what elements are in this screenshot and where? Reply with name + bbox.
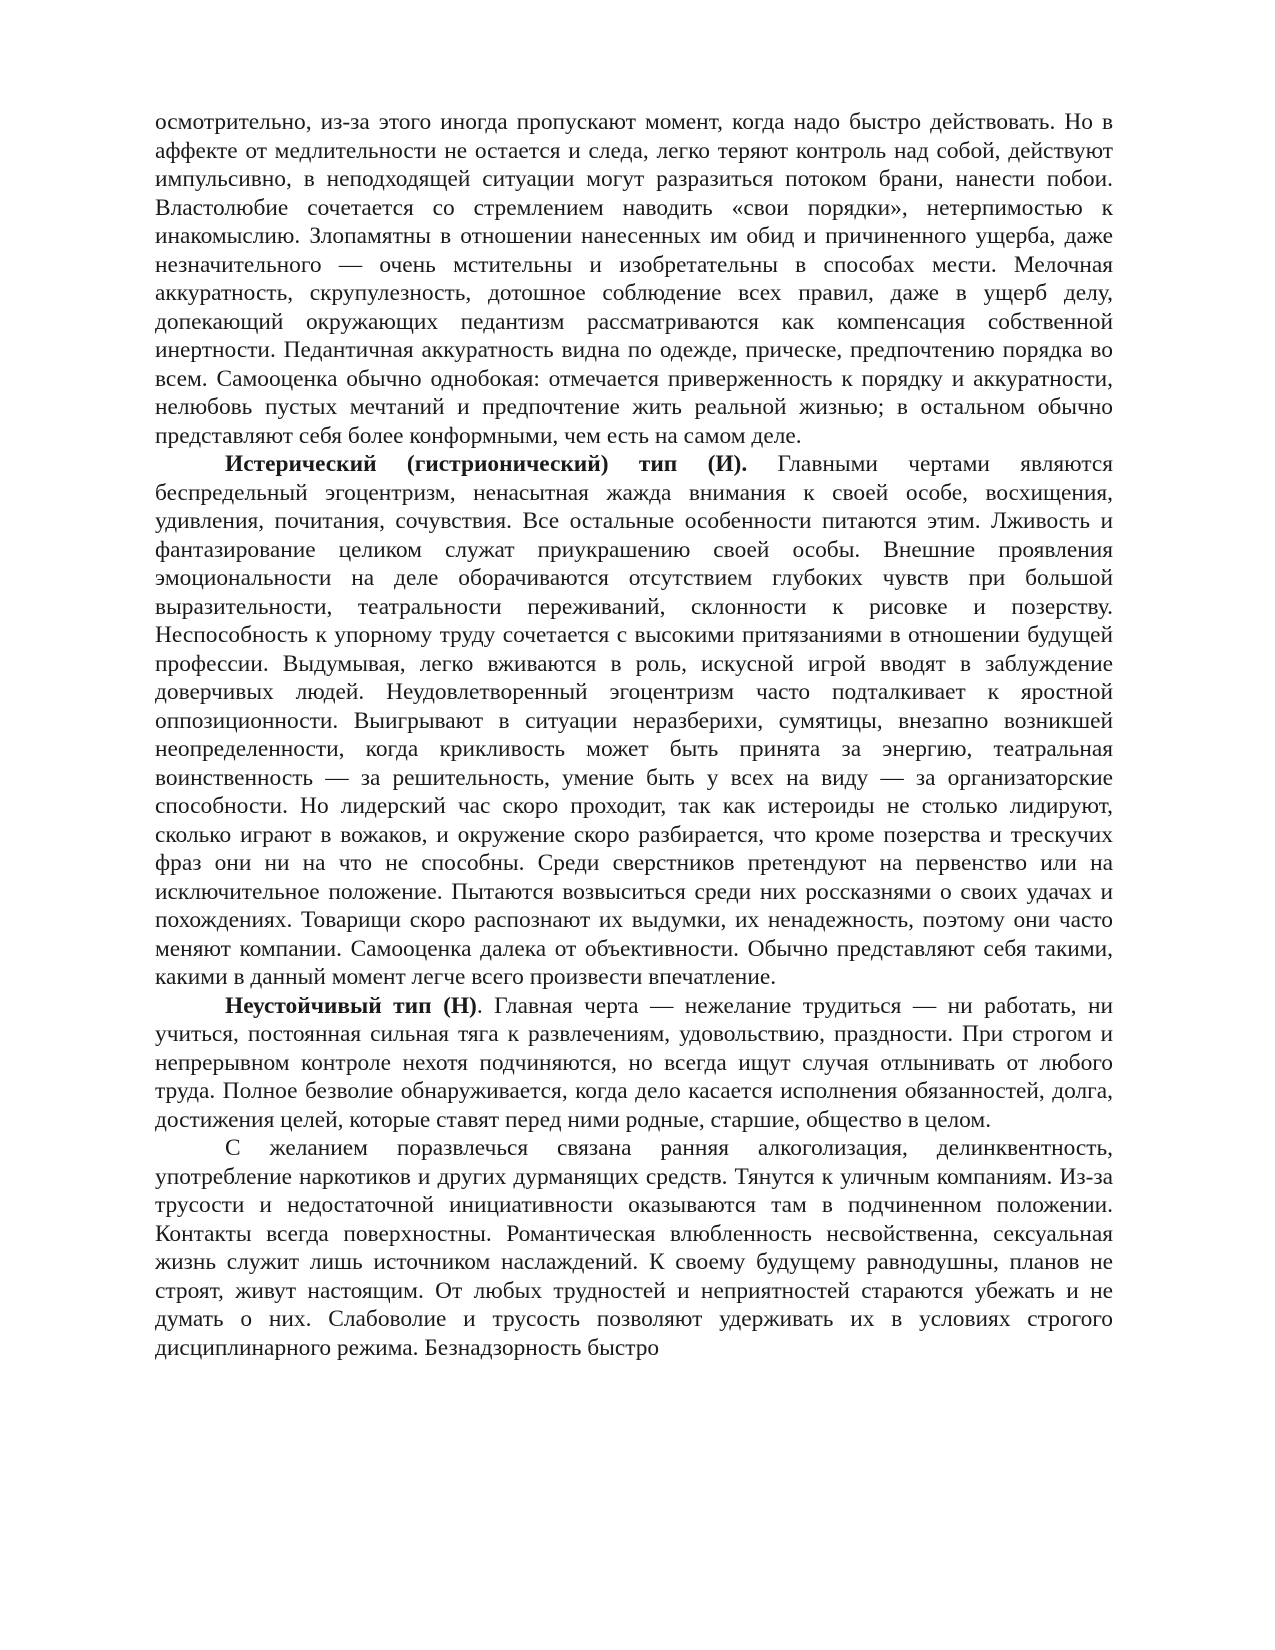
paragraph-hysterical-type [155, 450, 1113, 992]
paragraph-continuation [155, 108, 1113, 450]
paragraph-text: Главными чертами являются беспредельный эгоцентризм, ненасытная жажда внимания к своей особе, восхищения, удивления, почитания, сочувствия. Все остальные особенности питаются этим. Лживость и фантазирование целиком служат приукрашению своей особы. Внешние проявления эмоциональности на деле оборачиваются отсутствием глубоких чувств при большой выразительности, театральности переживаний, склонности к рисовке и позерству. Неспособность к упорному труду сочетается с высокими притязаниями в отношении будущей профессии. Выдумывая, легко вживаются в роль, искусной игрой вводят в заблуждение доверчивых людей. Неудовлетворенный эгоцентризм часто подталкивает к яростной оппозиционности. Выигрывают в ситуации неразберихи, сумятицы, внезапно возникшей неопределенности, когда крикливость может быть принята за энергию, театральная воинственность — за решительность, умение быть у всех на виду — за организаторские способности. Но лидерский час скоро проходит, так как истероиды не столько лидируют, сколько играют в вожаков, и окружение скоро разбирается, что кроме позерства и трескучих фраз они ни на что не способны. Среди сверстников претендуют на первенство или на исключительное положение. Пытаются возвыситься среди них россказнями о своих удачах и похождениях. Товарищи скоро распознают их выдумки, их ненадежность, поэтому они часто меняют компании. Самооценка далека от объективности. Обычно представляют себя такими, какими в данный момент легче всего произвести впечатление. [155, 451, 1113, 990]
paragraph-text: С желанием поразвлечься связана ранняя алкоголизация, делинквентность, употребление наркотиков и других дурманящих средств. Тянутся к уличным компаниям. Из-за трусости и недостаточной инициативности оказываются там в подчиненном положении. Контакты всегда поверхностны. Романтическая влюбленность несвойственна, сексуальная жизнь служит лишь источником наслаждений. К своему будущему равнодушны, планов не строят, живут настоящим. От любых трудностей и неприятностей стараются убежать и не думать о них. Слабоволие и трусость позволяют удерживать их в условиях строгого дисциплинарного режима. Безнадзорность быстро [155, 1135, 1113, 1361]
paragraph-unstable-continued [155, 1134, 1113, 1362]
paragraph-unstable-type [155, 992, 1113, 1135]
document-page [155, 108, 1113, 1362]
type-heading-unstable: Неустойчивый тип (Н) [225, 992, 477, 1019]
type-heading-hysterical: Истерический (гистрионический) тип (И). [225, 451, 748, 477]
paragraph-text: . Главная черта — нежелание трудиться — ни работать, ни учиться, постоянная сильная тяга к развлечениям, удовольствию, праздности. При строгом и непрерывном контроле нехотя подчиняются, но всегда ищут случая отлынивать от любого труда. Полное безволие обнаруживается, когда дело касается исполнения обязанностей, долга, достижения целей, которые ставят перед ними родные, старшие, общество в целом. [155, 992, 1114, 1133]
paragraph-text: осмотрительно, из-за этого иногда пропускают момент, когда надо быстро действовать. Но в аффекте от медлительности не остается и следа, легко теряют контроль над собой, действуют импульсивно, в неподходящей ситуации могут разразиться потоком брани, нанести побои. Властолюбие сочетается со стремлением наводить «свои порядки», нетерпимостью к инакомыслию. Злопамятны в отношении нанесенных им обид и причиненного ущерба, даже незначительного — очень мстительны и изобретательны в способах мести. Мелочная аккуратность, скрупулезность, дотошное соблюдение всех правил, даже в ущерб делу, допекающий окружающих педантизм рассматриваются как компенсация собственной инертности. Педантичная аккуратность видна по одежде, прическе, предпочтению порядка во всем. Самооценка обычно однобокая: отмечается приверженность к порядку и аккуратности, нелюбовь пустых мечтаний и предпочтение жить реальной жизнью; в остальном обычно представляют себя более конформными, чем есть на самом деле. [155, 109, 1113, 449]
